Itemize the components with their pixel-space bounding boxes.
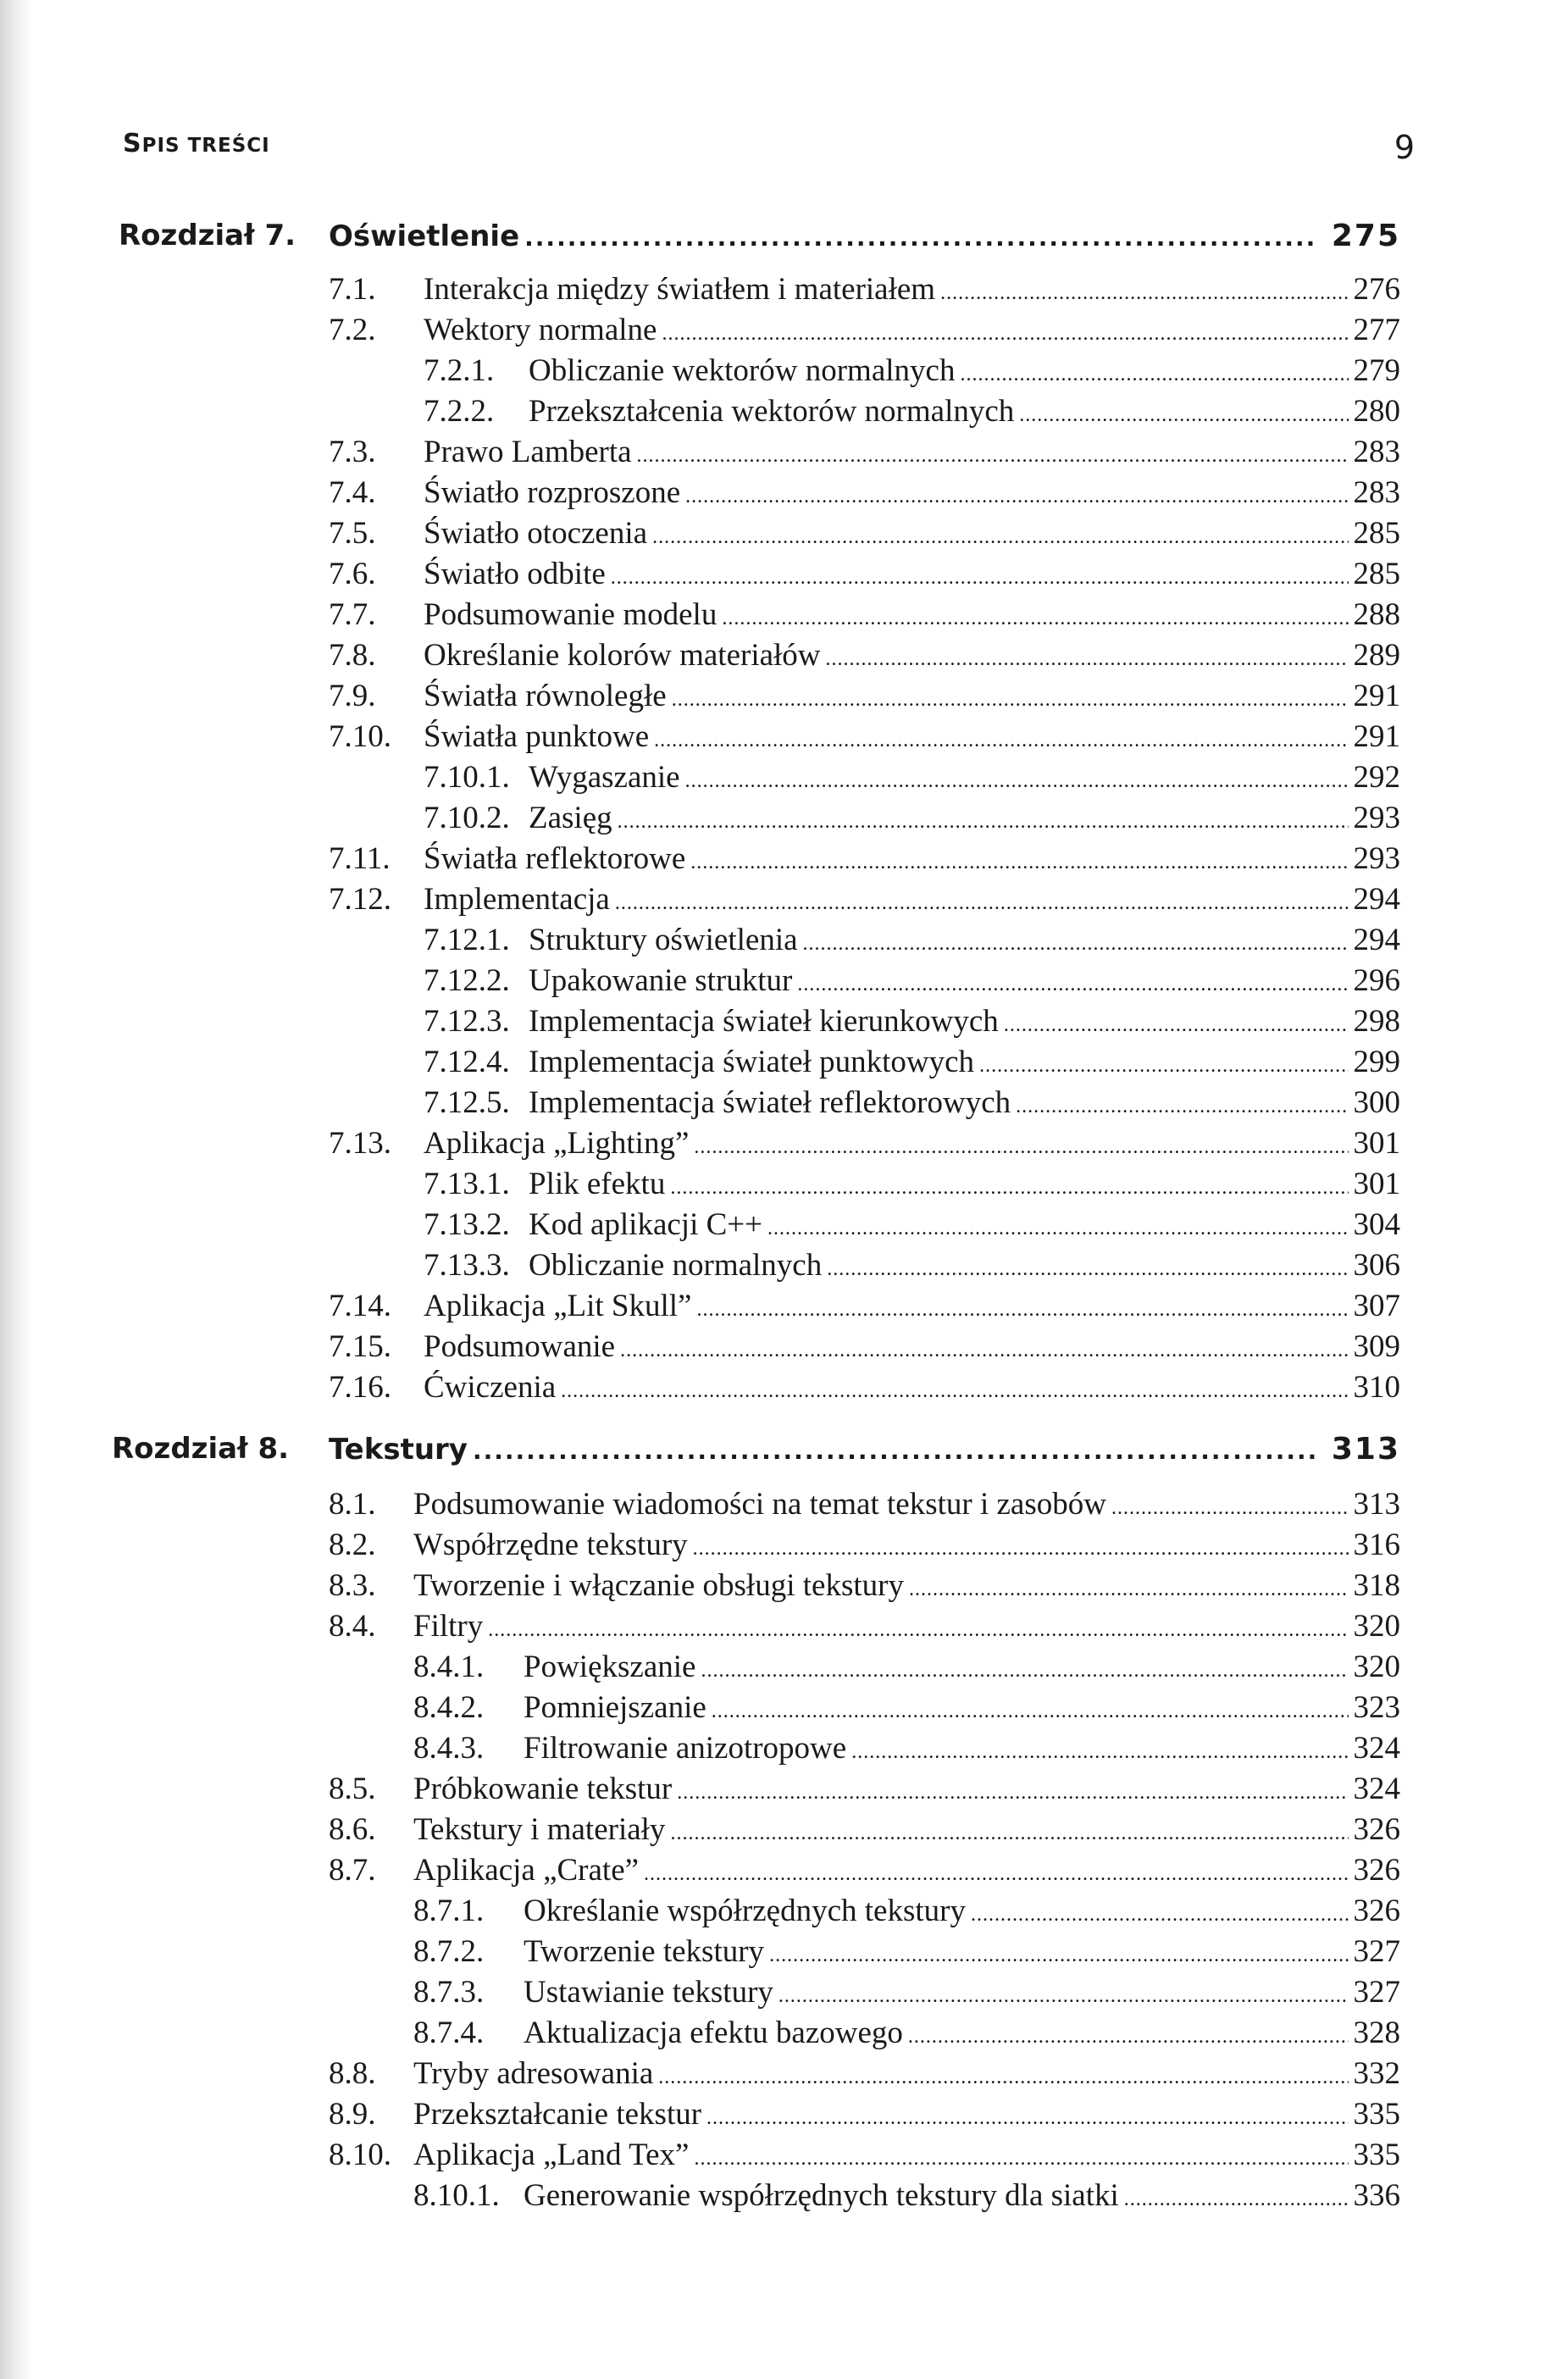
- dot-leader: [637, 435, 1349, 476]
- entry-number: 7.11.: [329, 841, 391, 876]
- entry-number: 8.7.1.: [413, 1894, 485, 1928]
- entry-title: Kod aplikacji C++: [529, 1207, 763, 1242]
- entry-number: 7.15.: [329, 1329, 391, 1364]
- entry-title: Ćwiczenia: [424, 1370, 557, 1405]
- entry-page: 324: [1353, 1731, 1400, 1766]
- toc-entry-8-4-2[interactable]: [0, 1688, 1568, 1728]
- entry-title: Określanie kolorów materiałów: [424, 638, 821, 673]
- entry-page: 336: [1353, 2178, 1400, 2213]
- entry-number: 7.3.: [329, 435, 376, 469]
- entry-page: 300: [1353, 1085, 1400, 1120]
- dot-leader: [672, 679, 1349, 720]
- dot-leader: [488, 1610, 1348, 1650]
- dot-leader: [670, 1167, 1348, 1208]
- dot-leader: [693, 1528, 1349, 1569]
- entry-title: Ustawianie tekstury: [524, 1975, 773, 2010]
- entry-page: 280: [1353, 394, 1400, 429]
- entry-number: 7.13.: [329, 1126, 391, 1161]
- entry-title: Podsumowanie modelu: [424, 597, 718, 632]
- entry-title: Wektory normalne: [424, 313, 657, 347]
- toc-entry-7-13-2[interactable]: [0, 1205, 1568, 1245]
- toc-entry-8-7[interactable]: [0, 1850, 1568, 1891]
- entry-number: 8.7.3.: [413, 1975, 485, 2010]
- toc-entry-8-6[interactable]: [0, 1810, 1568, 1850]
- dot-leader: [677, 1772, 1348, 1813]
- entry-title: Tworzenie tekstury: [524, 1934, 765, 1969]
- entry-title: Aplikacja „Lighting”: [424, 1126, 690, 1161]
- entry-title: Implementacja świateł punktowych: [529, 1045, 975, 1079]
- toc-entry-8-7-1[interactable]: [0, 1891, 1568, 1932]
- toc-entry-7-12-1[interactable]: [0, 920, 1568, 961]
- entry-title: Interakcja między światłem i materiałem: [424, 272, 936, 307]
- entry-page: 320: [1353, 1609, 1400, 1644]
- entry-title: Przekształcanie tekstur: [413, 2097, 702, 2132]
- toc-entry-7-10-2[interactable]: [0, 798, 1568, 839]
- entry-page: 313: [1353, 1487, 1400, 1522]
- entry-page: 294: [1353, 923, 1400, 957]
- dot-leader: [696, 1289, 1348, 1330]
- entry-title: Wygaszanie: [529, 760, 680, 795]
- entry-title: Obliczanie normalnych: [529, 1248, 823, 1283]
- chapter-label: Rozdział 7.: [119, 219, 296, 252]
- entry-number: 8.6.: [329, 1812, 376, 1847]
- dot-leader: [473, 1437, 1318, 1465]
- toc-entry-8-10[interactable]: [0, 2135, 1568, 2176]
- entry-number: 7.10.1.: [424, 760, 510, 795]
- dot-leader: [524, 224, 1318, 252]
- dot-leader: [827, 1249, 1348, 1289]
- dot-leader: [701, 1650, 1348, 1691]
- entry-page: 323: [1353, 1690, 1400, 1725]
- entry-number: 8.10.1.: [413, 2178, 500, 2213]
- entry-number: 7.6.: [329, 557, 376, 591]
- entry-number: 8.2.: [329, 1528, 376, 1562]
- toc-entry-7-11[interactable]: [0, 839, 1568, 879]
- dot-leader: [712, 1691, 1349, 1732]
- toc-entry-7-2-2[interactable]: [0, 391, 1568, 432]
- entry-number: 8.5.: [329, 1772, 376, 1806]
- toc-entry-8-4[interactable]: [0, 1606, 1568, 1647]
- dot-leader: [615, 883, 1349, 923]
- entry-number: 7.12.2.: [424, 963, 510, 998]
- entry-page: 316: [1353, 1528, 1400, 1562]
- dot-leader: [803, 923, 1349, 964]
- entry-title: Struktury oświetlenia: [529, 923, 798, 957]
- dot-leader: [797, 964, 1348, 1005]
- entry-title: Zasięg: [529, 801, 612, 835]
- toc-entry-8-5[interactable]: [0, 1769, 1568, 1810]
- toc-entry-8-4-1[interactable]: [0, 1647, 1568, 1688]
- entry-page: 296: [1353, 963, 1400, 998]
- entry-title: Upakowanie struktur: [529, 963, 793, 998]
- entry-title: Tryby adresowania: [413, 2056, 654, 2091]
- dot-leader: [979, 1045, 1348, 1086]
- entry-page: 326: [1353, 1812, 1400, 1847]
- toc-entry-7-13[interactable]: [0, 1123, 1568, 1164]
- toc-entry-8-8[interactable]: [0, 2054, 1568, 2094]
- entry-title: Aplikacja „Crate”: [413, 1853, 640, 1888]
- page-number: 9: [1393, 129, 1415, 166]
- toc-entry-8-1[interactable]: [0, 1484, 1568, 1525]
- dot-leader: [1004, 1005, 1349, 1045]
- toc-entry-8-2[interactable]: [0, 1525, 1568, 1566]
- running-head: [123, 129, 270, 158]
- entry-page: 335: [1353, 2138, 1400, 2172]
- entry-title: Współrzędne tekstury: [413, 1528, 688, 1562]
- toc-entry-7-7[interactable]: [0, 595, 1568, 635]
- entry-number: 7.4.: [329, 475, 376, 510]
- dot-leader: [561, 1371, 1348, 1411]
- dot-leader: [1019, 395, 1348, 435]
- dot-leader: [826, 639, 1349, 679]
- toc-entry-7-13-1[interactable]: [0, 1164, 1568, 1205]
- toc-entry-7-1[interactable]: [0, 269, 1568, 310]
- dot-leader: [851, 1732, 1348, 1772]
- entry-title: Światła punktowe: [424, 719, 650, 754]
- entry-title: Światło rozproszone: [424, 475, 681, 510]
- dot-leader: [767, 1208, 1348, 1249]
- entry-title: Aktualizacja efektu bazowego: [524, 2016, 903, 2050]
- dot-leader: [611, 557, 1349, 598]
- chapter-title: Oświetlenie: [329, 219, 520, 253]
- toc-entry-8-10-1[interactable]: [0, 2176, 1568, 2216]
- entry-title: Tworzenie i włączanie obsługi tekstury: [413, 1568, 904, 1603]
- toc-entry-8-7-4[interactable]: [0, 2013, 1568, 2054]
- chapter-page: 313: [1331, 1432, 1400, 1467]
- dot-leader: [694, 2138, 1348, 2179]
- entry-page: 320: [1353, 1650, 1400, 1684]
- entry-page: 309: [1353, 1329, 1400, 1364]
- entry-page: 307: [1353, 1289, 1400, 1323]
- entry-number: 7.5.: [329, 516, 376, 551]
- entry-page: 326: [1353, 1894, 1400, 1928]
- dot-leader: [694, 1127, 1348, 1167]
- entry-number: 7.1.: [329, 272, 376, 307]
- entry-title: Powiększanie: [524, 1650, 696, 1684]
- entry-title: Plik efektu: [529, 1167, 666, 1201]
- dot-leader: [644, 1854, 1348, 1894]
- entry-number: 8.4.3.: [413, 1731, 485, 1766]
- dot-leader: [620, 1330, 1348, 1371]
- entry-number: 7.12.5.: [424, 1085, 510, 1120]
- entry-number: 8.8.: [329, 2056, 376, 2091]
- toc-entry-7-10[interactable]: [0, 717, 1568, 757]
- toc-entry-7-15[interactable]: [0, 1327, 1568, 1367]
- toc-entry-7-9[interactable]: [0, 676, 1568, 717]
- dot-leader: [685, 761, 1349, 801]
- entry-page: 335: [1353, 2097, 1400, 2132]
- toc-entry-8-7-3[interactable]: [0, 1972, 1568, 2013]
- entry-page: 294: [1353, 882, 1400, 917]
- entry-number: 7.16.: [329, 1370, 391, 1405]
- entry-number: 7.13.1.: [424, 1167, 510, 1201]
- entry-number: 7.12.4.: [424, 1045, 510, 1079]
- toc-entry-7-12-2[interactable]: [0, 961, 1568, 1001]
- entry-page: 310: [1353, 1370, 1400, 1405]
- entry-page: 276: [1353, 272, 1400, 307]
- entry-page: 289: [1353, 638, 1400, 673]
- toc-entry-7-13-3[interactable]: [0, 1245, 1568, 1286]
- toc-entry-8-9[interactable]: [0, 2094, 1568, 2135]
- dot-leader: [940, 273, 1348, 313]
- entry-page: 293: [1353, 841, 1400, 876]
- dot-leader: [908, 2016, 1349, 2057]
- entry-page: 277: [1353, 313, 1400, 347]
- entry-title: Próbkowanie tekstur: [413, 1772, 673, 1806]
- dot-leader: [1124, 2179, 1349, 2220]
- entry-number: 7.10.2.: [424, 801, 510, 835]
- entry-title: Generowanie współrzędnych tekstury dla siatki: [524, 2178, 1119, 2213]
- chapter-label: Rozdział 8.: [112, 1432, 290, 1466]
- toc-entry-7-6[interactable]: [0, 554, 1568, 595]
- entry-page: 326: [1353, 1853, 1400, 1888]
- chapter-title: Tekstury: [329, 1433, 468, 1467]
- entry-title: Implementacja świateł reflektorowych: [529, 1085, 1011, 1120]
- toc-entry-7-3[interactable]: [0, 432, 1568, 473]
- toc-entry-7-16[interactable]: [0, 1367, 1568, 1408]
- entry-number: 7.14.: [329, 1289, 391, 1323]
- entry-page: 304: [1353, 1207, 1400, 1242]
- entry-number: 7.2.: [329, 313, 376, 347]
- entry-title: Podsumowanie: [424, 1329, 616, 1364]
- chapter-8-heading[interactable]: [0, 1432, 1568, 1479]
- entry-page: 283: [1353, 435, 1400, 469]
- toc-entry-7-8[interactable]: [0, 635, 1568, 676]
- entry-number: 8.7.: [329, 1853, 376, 1888]
- toc-entry-7-12[interactable]: [0, 879, 1568, 920]
- toc-entry-7-2[interactable]: [0, 310, 1568, 351]
- toc-entry-8-4-3[interactable]: [0, 1728, 1568, 1769]
- toc-entry-7-14[interactable]: [0, 1286, 1568, 1327]
- entry-number: 8.3.: [329, 1568, 376, 1603]
- toc-entry-8-3[interactable]: [0, 1566, 1568, 1606]
- entry-number: 7.12.1.: [424, 923, 510, 957]
- chapter-title-line: [329, 219, 1400, 253]
- entry-page: 299: [1353, 1045, 1400, 1079]
- dot-leader: [960, 354, 1348, 395]
- entry-number: 7.13.3.: [424, 1248, 510, 1283]
- entry-title: Aplikacja „Land Tex”: [413, 2138, 690, 2172]
- dot-leader: [652, 517, 1348, 557]
- toc-entry-7-10-1[interactable]: [0, 757, 1568, 798]
- chapter-title-line: [329, 1432, 1400, 1467]
- entry-page: 292: [1353, 760, 1400, 795]
- entry-page: 327: [1353, 1934, 1400, 1969]
- running-head-initial: S: [123, 129, 142, 158]
- entry-title: Podsumowanie wiadomości na temat tekstur i zasobów: [413, 1487, 1106, 1522]
- dot-leader: [658, 2057, 1348, 2098]
- toc-entry-7-12-3[interactable]: [0, 1001, 1568, 1042]
- entry-title: Tekstury i materiały: [413, 1812, 666, 1847]
- entry-title: Aplikacja „Lit Skull”: [424, 1289, 692, 1323]
- toc-entry-7-12-5[interactable]: [0, 1083, 1568, 1123]
- entry-number: 8.10.: [329, 2138, 391, 2172]
- dot-leader: [706, 2098, 1348, 2138]
- entry-number: 8.4.2.: [413, 1690, 485, 1725]
- entry-title: Obliczanie wektorów normalnych: [529, 353, 956, 388]
- entry-title: Prawo Lamberta: [424, 435, 632, 469]
- entry-page: 291: [1353, 719, 1400, 754]
- entry-number: 8.7.4.: [413, 2016, 485, 2050]
- entry-number: 8.9.: [329, 2097, 376, 2132]
- entry-number: 7.7.: [329, 597, 376, 632]
- entry-number: 8.4.1.: [413, 1650, 485, 1684]
- toc-entry-8-7-2[interactable]: [0, 1932, 1568, 1972]
- entry-title: Implementacja: [424, 882, 610, 917]
- entry-title: Filtrowanie anizotropowe: [524, 1731, 847, 1766]
- dot-leader: [769, 1935, 1348, 1976]
- dot-leader: [971, 1894, 1349, 1935]
- entry-page: 279: [1353, 353, 1400, 388]
- entry-title: Przekształcenia wektorów normalnych: [529, 394, 1015, 429]
- entry-number: 7.2.1.: [424, 353, 495, 388]
- entry-title: Filtry: [413, 1609, 484, 1644]
- entry-number: 7.2.2.: [424, 394, 495, 429]
- entry-page: 318: [1353, 1568, 1400, 1603]
- entry-page: 324: [1353, 1772, 1400, 1806]
- dot-leader: [654, 720, 1348, 761]
- entry-title: Określanie współrzędnych tekstury: [524, 1894, 966, 1928]
- entry-title: Światła równoległe: [424, 679, 667, 713]
- entry-title: Implementacja świateł kierunkowych: [529, 1004, 999, 1039]
- chapter-page: 275: [1331, 219, 1400, 253]
- entry-page: 283: [1353, 475, 1400, 510]
- entry-title: Światło otoczenia: [424, 516, 648, 551]
- dot-leader: [778, 1976, 1349, 2016]
- entry-page: 328: [1353, 2016, 1400, 2050]
- entry-title: Światło odbite: [424, 557, 606, 591]
- dot-leader: [670, 1813, 1348, 1854]
- entry-number: 8.7.2.: [413, 1934, 485, 1969]
- dot-leader: [690, 842, 1348, 883]
- entry-page: 301: [1353, 1126, 1400, 1161]
- dot-leader: [909, 1569, 1349, 1610]
- entry-number: 7.12.3.: [424, 1004, 510, 1039]
- entry-title: Światła reflektorowe: [424, 841, 686, 876]
- entry-number: 7.13.2.: [424, 1207, 510, 1242]
- dot-leader: [1111, 1488, 1349, 1528]
- entry-page: 285: [1353, 516, 1400, 551]
- toc-entry-7-2-1[interactable]: [0, 351, 1568, 391]
- entry-page: 306: [1353, 1248, 1400, 1283]
- entry-page: 298: [1353, 1004, 1400, 1039]
- entry-page: 301: [1353, 1167, 1400, 1201]
- toc-entry-7-5[interactable]: [0, 513, 1568, 554]
- entry-number: 8.4.: [329, 1609, 376, 1644]
- entry-title: Pomniejszanie: [524, 1690, 706, 1725]
- entry-page: 291: [1353, 679, 1400, 713]
- entry-page: 285: [1353, 557, 1400, 591]
- chapter-7-heading[interactable]: [0, 219, 1568, 266]
- toc-entry-7-4[interactable]: [0, 473, 1568, 513]
- dot-leader: [685, 476, 1348, 517]
- entry-page: 332: [1353, 2056, 1400, 2091]
- entry-number: 7.8.: [329, 638, 376, 673]
- dot-leader: [618, 801, 1349, 842]
- dot-leader: [662, 313, 1348, 354]
- entry-number: 7.9.: [329, 679, 376, 713]
- entry-page: 293: [1353, 801, 1400, 835]
- dot-leader: [722, 598, 1348, 639]
- entry-number: 8.1.: [329, 1487, 376, 1522]
- toc-entry-7-12-4[interactable]: [0, 1042, 1568, 1083]
- entry-number: 7.12.: [329, 882, 391, 917]
- dot-leader: [1016, 1086, 1348, 1127]
- entry-page: 327: [1353, 1975, 1400, 2010]
- entry-page: 288: [1353, 597, 1400, 632]
- entry-number: 7.10.: [329, 719, 391, 754]
- running-head-rest: PIS TREŚCI: [141, 135, 270, 157]
